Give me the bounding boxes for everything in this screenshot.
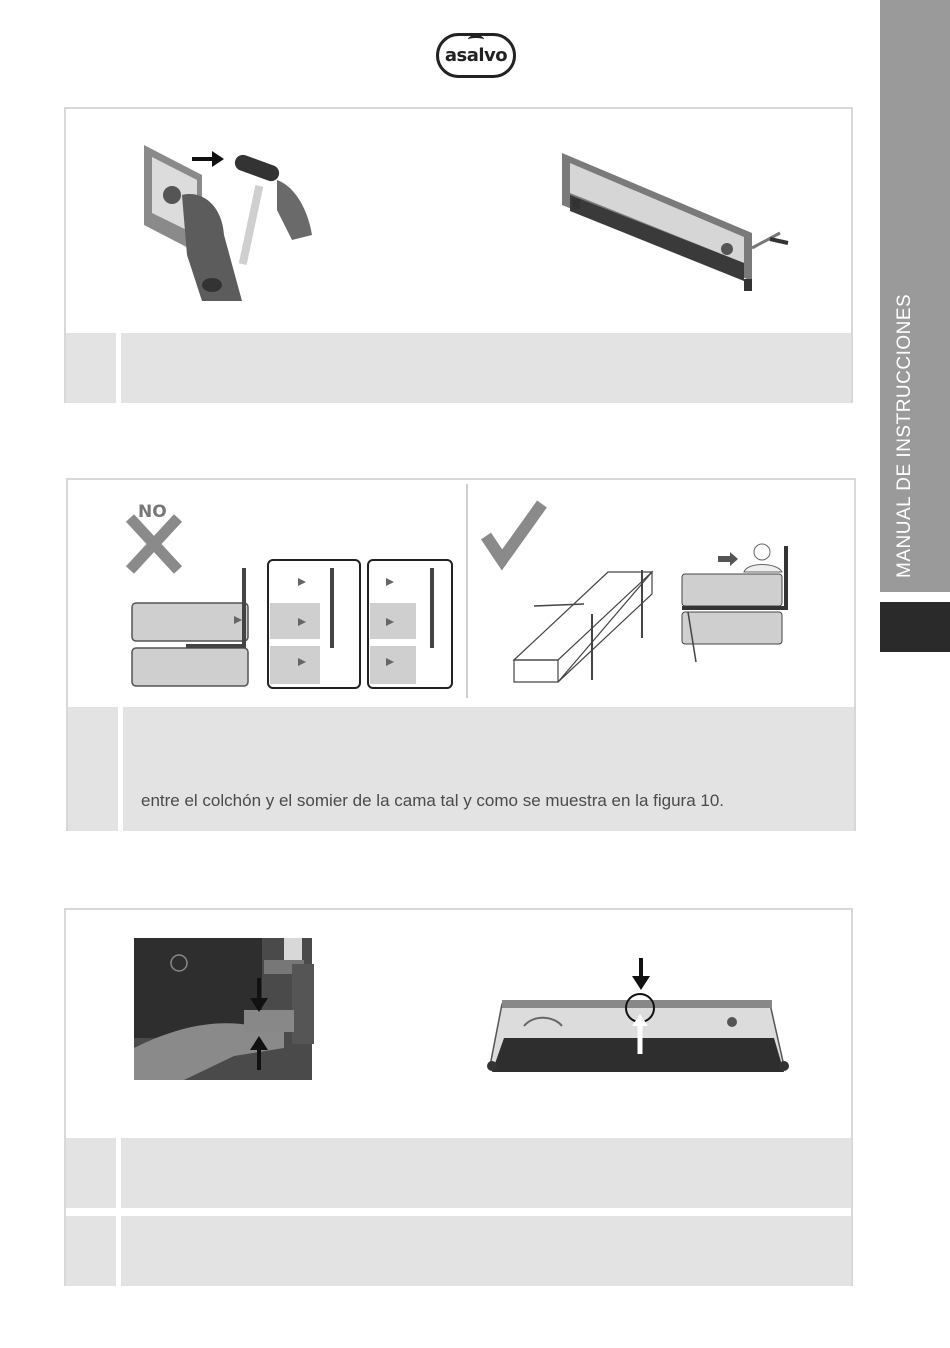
- instruction-bar-3: [66, 1138, 851, 1208]
- instruction-text: entre el colchón y el somier de la cama tal y como se muestra en la figura 10.: [141, 791, 725, 810]
- sidebar-page-marker: [880, 602, 950, 652]
- illustration-correct-installation: [512, 542, 832, 692]
- step-number-box: [66, 1138, 121, 1208]
- brand-logo-text: asalvo: [444, 45, 508, 66]
- si-label: SI: [494, 504, 511, 522]
- instruction-bar-2: [68, 707, 854, 831]
- instruction-bar-4: [66, 1216, 851, 1286]
- no-label: NO: [138, 502, 167, 522]
- step-number-box: [66, 333, 121, 403]
- step-number-box: [66, 1216, 121, 1286]
- arrow-right-icon: [192, 151, 224, 167]
- illustration-bed-rail: [562, 153, 792, 303]
- arrow-down-icon: [250, 978, 268, 1012]
- illustration-hand-inserting-bar: [142, 145, 322, 301]
- arrow-down-icon: [632, 958, 650, 990]
- arrow-up-icon: [250, 1036, 268, 1070]
- illustration-incorrect-installations: [130, 558, 456, 690]
- figure-panel-2: [66, 478, 856, 831]
- sidebar-section-title: MANUAL DE INSTRUCCIONES: [894, 293, 915, 578]
- figure-divider: [466, 484, 468, 698]
- figure-panel-3: [64, 908, 853, 1286]
- step-number-box: [68, 707, 123, 831]
- illustration-hand-pressing-button: [134, 938, 312, 1080]
- figure-panel-1: [64, 107, 853, 403]
- instruction-bar-1: [66, 333, 851, 403]
- logo-arc: [468, 35, 484, 44]
